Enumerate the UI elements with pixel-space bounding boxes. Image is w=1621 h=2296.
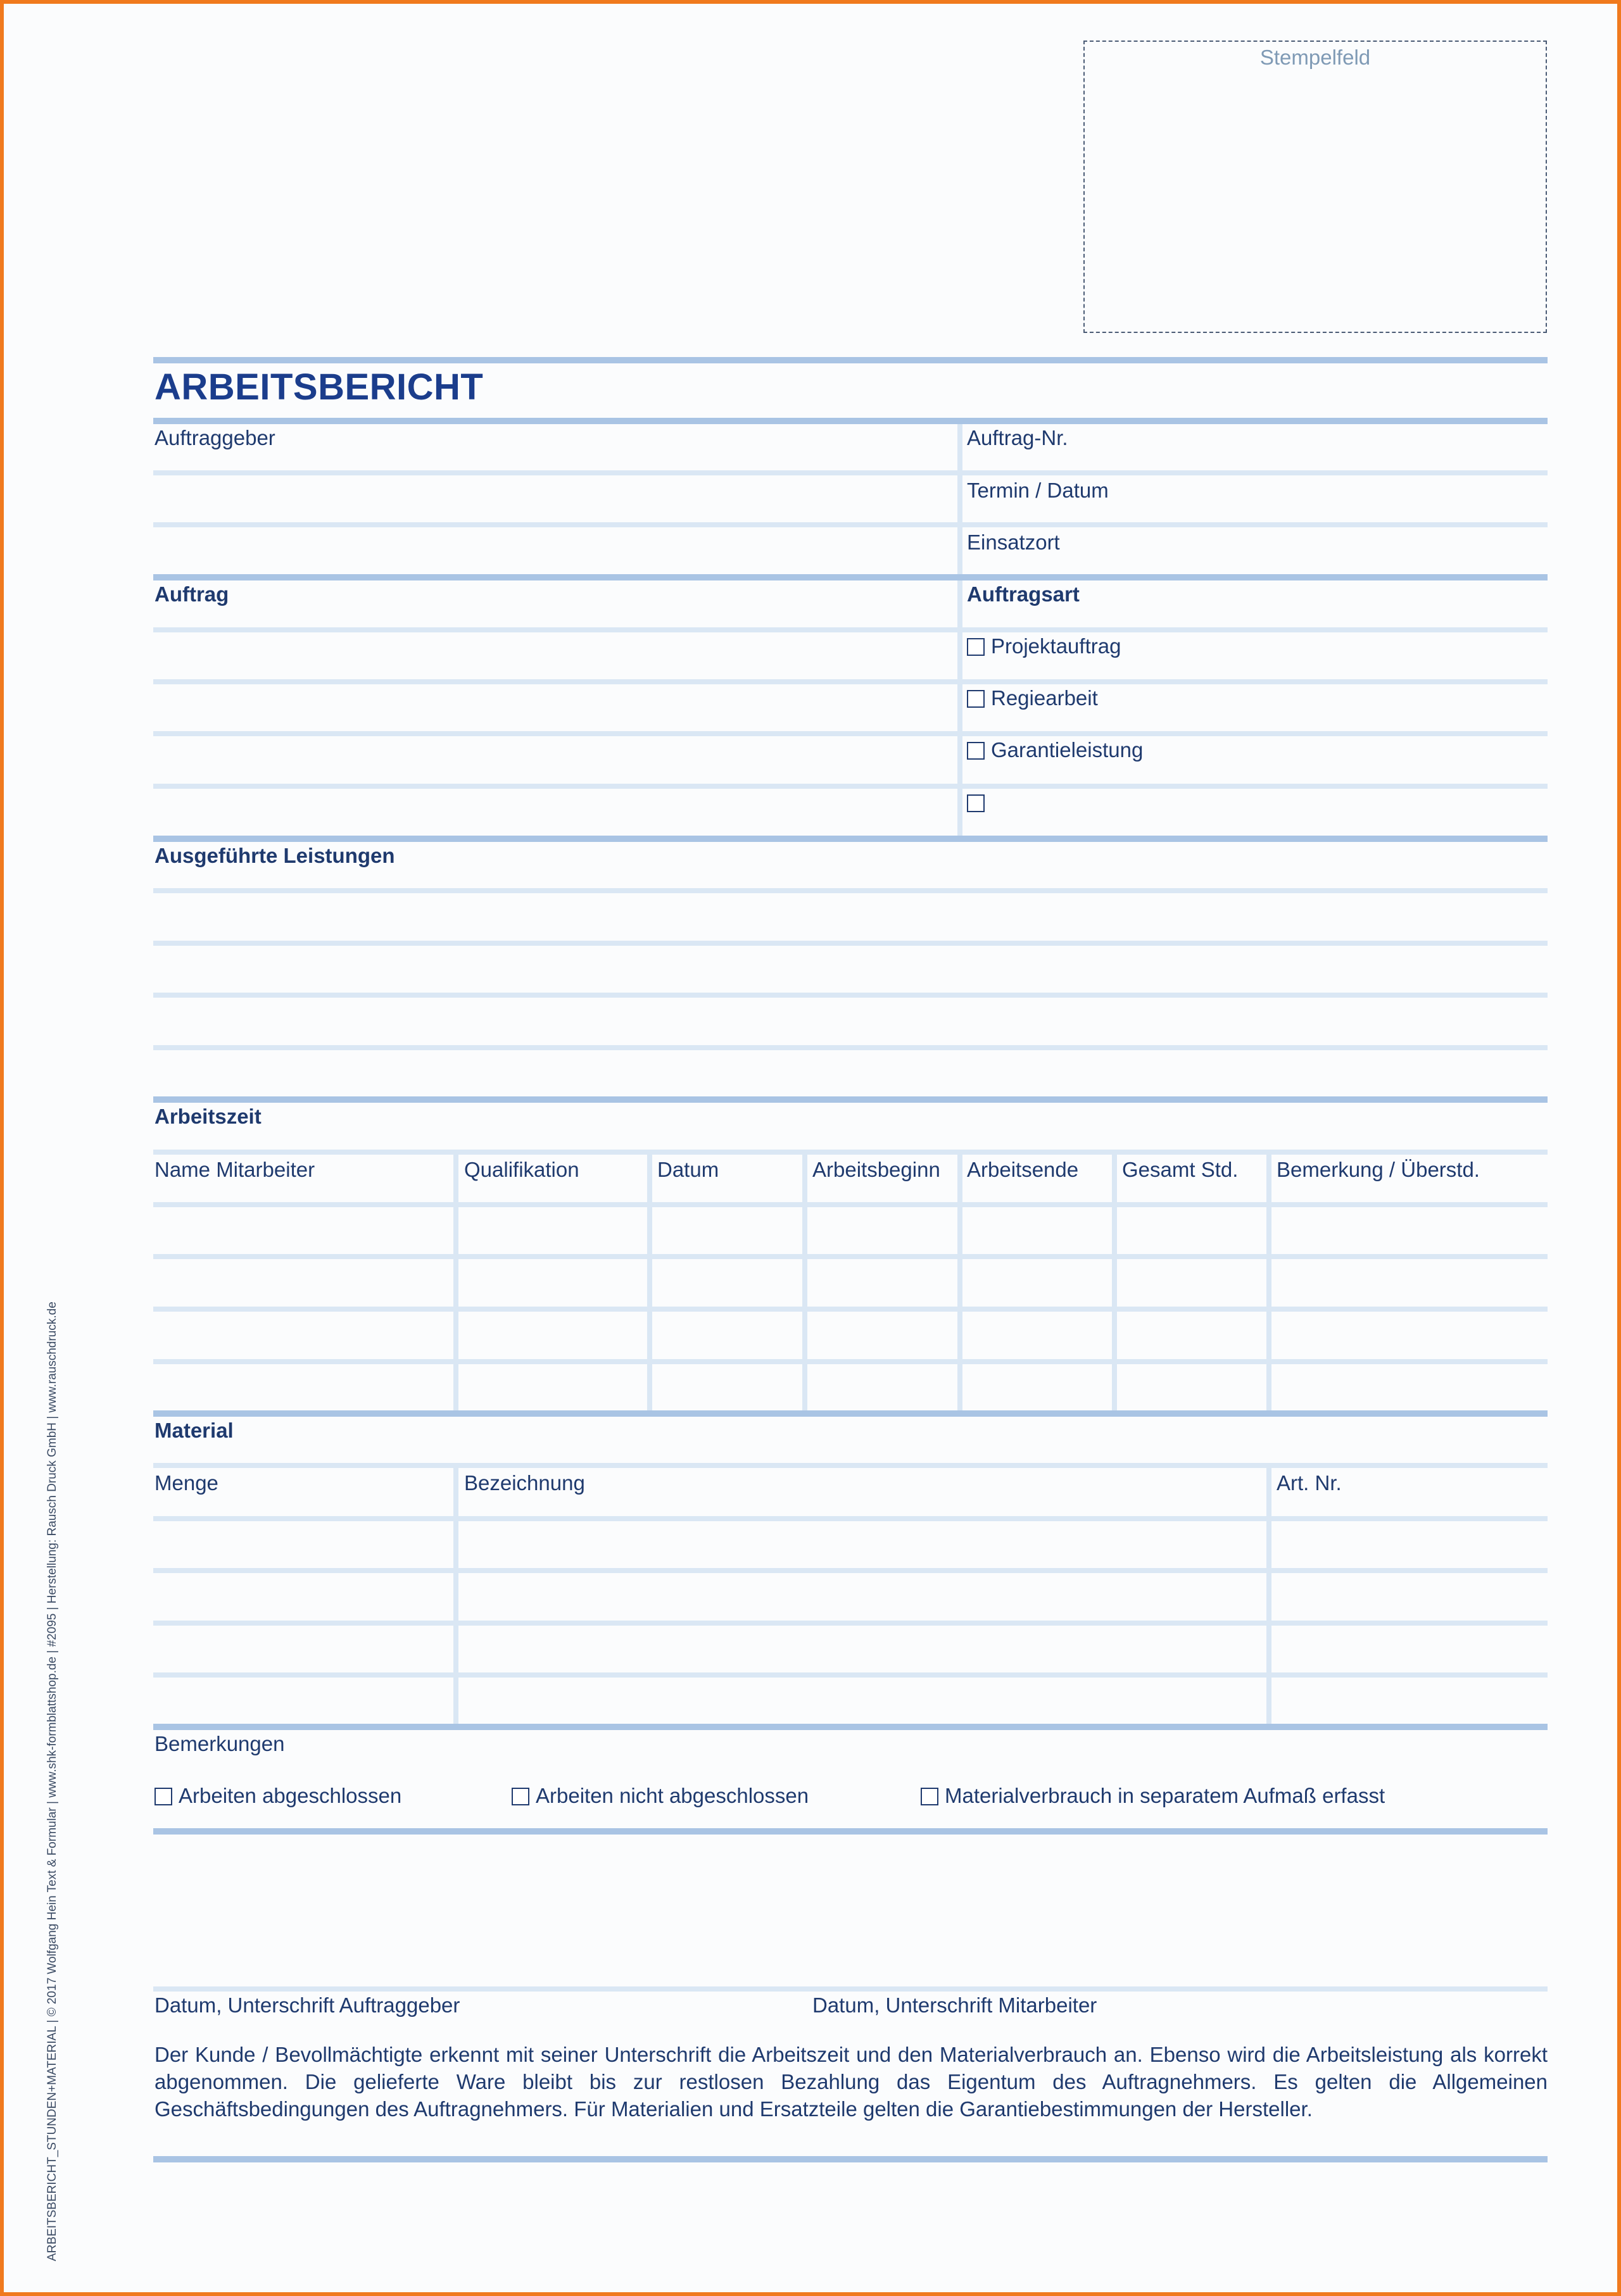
remark-done[interactable]: Arbeiten abgeschlossen [155, 1783, 401, 1809]
rule-order [153, 574, 1548, 580]
divider [802, 1153, 807, 1412]
option-warranty[interactable]: Garantieleistung [967, 737, 1143, 763]
rule [153, 1463, 1548, 1468]
rule-title-bottom [153, 418, 1548, 424]
page-title: ARBEITSBERICHT [155, 367, 484, 408]
order-type-label: Auftragsart [967, 582, 1080, 606]
signature-line [153, 1986, 1548, 1992]
signature-employee: Datum, Unterschrift Mitarbeiter [812, 1993, 1097, 2017]
rule [153, 1621, 1548, 1626]
rule [153, 1359, 1548, 1364]
worktime-label: Arbeitszeit [155, 1105, 262, 1128]
rule [153, 470, 1548, 475]
remarks-label: Bemerkungen [155, 1732, 285, 1755]
rule [153, 941, 1548, 946]
option-regie[interactable]: Regiearbeit [967, 686, 1098, 711]
col-name: Name Mitarbeiter [155, 1158, 315, 1181]
checkbox[interactable] [967, 690, 985, 708]
option-other[interactable] [967, 790, 991, 815]
rule-material [153, 1410, 1548, 1417]
rule [153, 1307, 1548, 1312]
remark-not-done[interactable]: Arbeiten nicht abgeschlossen [512, 1783, 809, 1809]
divider [1112, 1153, 1117, 1412]
client-label: Auftraggeber [155, 426, 275, 449]
order-no-label: Auftrag-Nr. [967, 426, 1068, 449]
divider [957, 1153, 962, 1412]
checkbox[interactable] [512, 1788, 529, 1805]
col-date: Datum [657, 1158, 719, 1181]
divider [453, 1153, 458, 1412]
order-label: Auftrag [155, 582, 229, 606]
remark-material-separate[interactable]: Materialverbrauch in separatem Aufmaß erfasst [921, 1783, 1385, 1809]
divider [1266, 1467, 1271, 1725]
rule [153, 1202, 1548, 1207]
signature-client: Datum, Unterschrift Auftraggeber [155, 1993, 460, 2017]
col-article-no: Art. Nr. [1277, 1471, 1342, 1495]
services-label: Ausgeführte Leistungen [155, 844, 395, 867]
rule [153, 1254, 1548, 1259]
divider [1266, 1153, 1271, 1412]
checkbox[interactable] [155, 1788, 172, 1805]
rule [153, 522, 1548, 527]
rule [153, 679, 1548, 684]
side-imprint: ARBEITSBERICHT_STUNDEN+MATERIAL | © 2017 Wolfgang Hein Text & Formular | www.shk-formblattshop.de | #2095 | Herstellung: Rausch Druck GmbH | www.rauschdruck.de [46, 1302, 59, 2261]
col-total: Gesamt Std. [1122, 1158, 1239, 1181]
checkbox[interactable] [967, 794, 985, 812]
divider [957, 424, 962, 575]
rule-services [153, 836, 1548, 842]
checkbox[interactable] [921, 1788, 938, 1805]
material-label: Material [155, 1419, 234, 1442]
option-project[interactable]: Projektauftrag [967, 634, 1121, 659]
checkbox[interactable] [967, 742, 985, 760]
location-label: Einsatzort [967, 530, 1060, 554]
stamp-label: Stempelfeld [1259, 46, 1371, 69]
disclaimer-text: Der Kunde / Bevollmächtigte erkennt mit seiner Unterschrift die Arbeitszeit und den Materialverbrauch an. Ebenso wird die Arbeitsleistung als korrekt abgenommen. Die gelieferte Ware bleibt bis zur restlosen Bezahlung das Eigentum des Auftragnehmers. Es gelten die Allgemeinen Geschäftsbedingungen des Auftragnehmers. Für Materialien und Ersatzteile gelten die Garantiebestimmungen der Hersteller. [155, 2043, 1548, 2121]
rule [153, 784, 1548, 789]
date-label: Termin / Datum [967, 479, 1109, 502]
col-remark: Bemerkung / Überstd. [1277, 1158, 1480, 1181]
rule [153, 731, 1548, 736]
rule [153, 627, 1548, 632]
rule [153, 888, 1548, 893]
col-qualification: Qualifikation [464, 1158, 579, 1181]
rule [153, 1516, 1548, 1521]
col-description: Bezeichnung [464, 1471, 585, 1495]
rule [153, 1828, 1548, 1835]
rule [153, 1045, 1548, 1050]
checkbox[interactable] [967, 638, 985, 656]
rule [153, 1672, 1548, 1678]
rule [153, 993, 1548, 998]
col-quantity: Menge [155, 1471, 218, 1495]
rule [153, 1150, 1548, 1155]
rule-bottom [153, 2156, 1548, 2162]
rule-worktime [153, 1096, 1548, 1103]
stamp-field [1083, 41, 1547, 333]
col-start: Arbeitsbeginn [812, 1158, 940, 1181]
rule [153, 1568, 1548, 1573]
col-end: Arbeitsende [967, 1158, 1079, 1181]
rule-remarks [153, 1724, 1548, 1730]
divider [453, 1467, 458, 1725]
divider [957, 580, 962, 837]
divider [647, 1153, 652, 1412]
rule-top [153, 357, 1548, 363]
